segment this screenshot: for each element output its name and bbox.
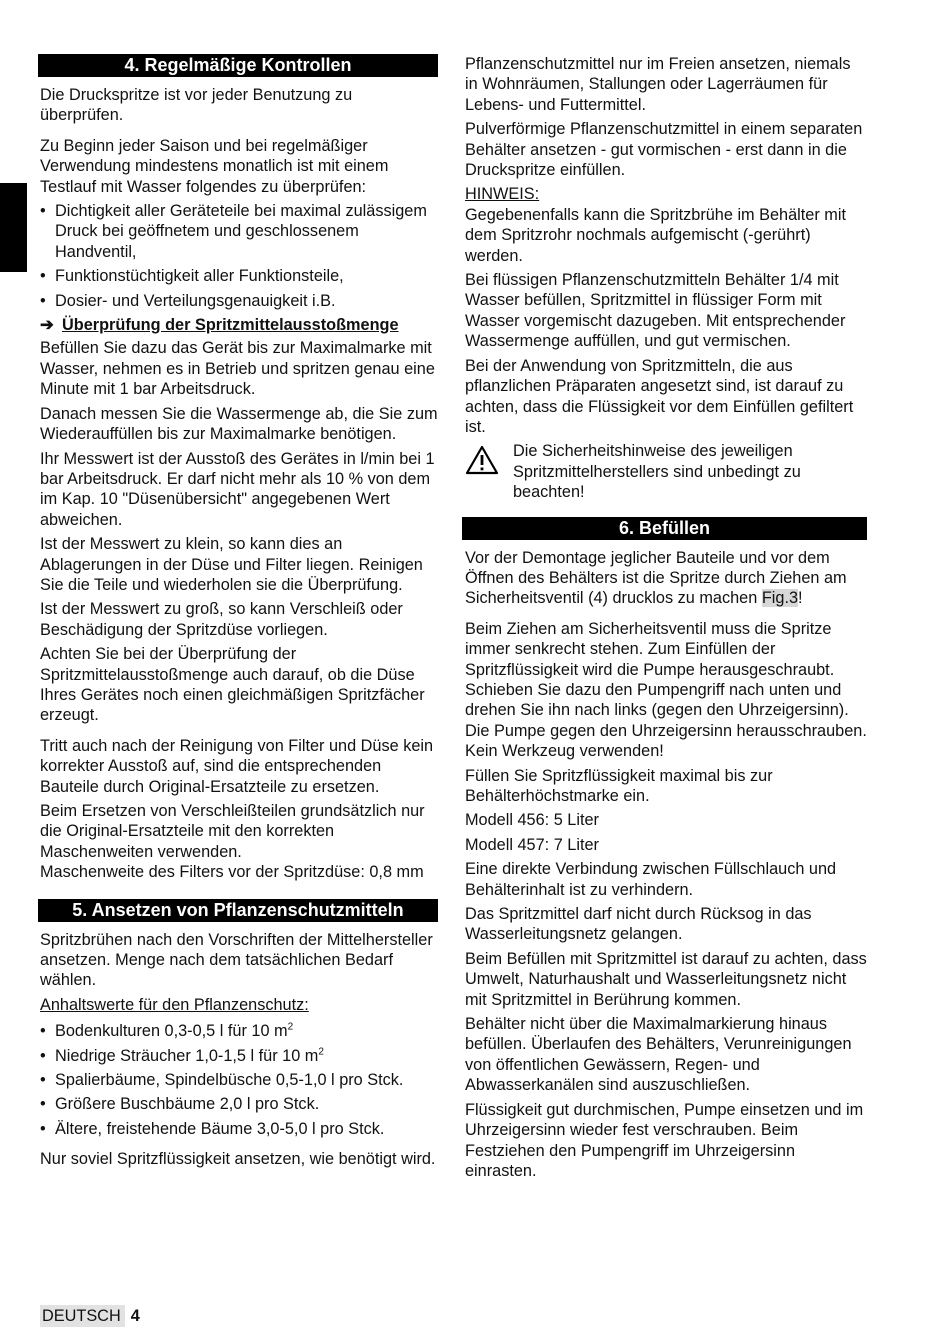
paragraph: Maschenweite des Filters vor der Spritzdüse: 0,8 mm bbox=[40, 863, 424, 882]
section-5-heading: 5. Ansetzen von Pflanzenschutzmitteln bbox=[38, 899, 438, 922]
bullet-icon: • bbox=[40, 1046, 46, 1065]
paragraph: Behälter nicht über die Maximalmarkierung hinaus befüllen. Überlaufen des Behälters, Verunreinigungen von öffentlichen Gewässern, Regen- und Abwasserkanälen sind auszuschließen. bbox=[465, 1015, 852, 1095]
list-item: • Spalierbäume, Spindelbüsche 0,5-1,0 l pro Stck. bbox=[40, 1071, 404, 1090]
paragraph: Ist der Messwert zu klein, so kann dies an Ablagerungen in der Düse und Filter liegen. Reinigen Sie die Teile und wiederholen sie die Überprüfung. bbox=[40, 535, 423, 594]
bullet-icon: • bbox=[40, 291, 46, 310]
paragraph: Ist der Messwert zu groß, so kann Verschleiß oder Beschädigung der Spritzdüse vorliegen. bbox=[40, 600, 403, 639]
check-list bbox=[40, 201, 438, 311]
paragraph: Bei der Anwendung von Spritzmitteln, die aus pflanzlichen Präparaten angesetzt sind, ist darauf zu achten, dass die Flüssigkeit vor dem Einfüllen gefiltert ist. bbox=[465, 356, 854, 436]
paragraph: Befüllen Sie dazu das Gerät bis zur Maximalmarke mit Wasser, nehmen es in Betrieb und spritzen genau eine Minute mit 1 bar Arbeitsdruck. bbox=[40, 339, 435, 399]
paragraph: Ihr Messwert ist der Ausstoß des Gerätes in l/min bei 1 bar Arbeitsdruck. Er darf nicht mehr als 10 % von dem im Kap. 10 "Düsenübersicht" angegebenen Wert abweichen. bbox=[40, 449, 435, 529]
subheading-label: Überprüfung der Spritzmittelausstoßmenge bbox=[62, 316, 399, 335]
paragraph: Beim Befüllen mit Spritzmittel ist darauf zu achten, dass Umwelt, Naturhaushalt und Wasserleitungsnetz nicht mit Spritzmittel in Berührung kommen. bbox=[465, 949, 867, 1009]
sub-heading: Anhaltswerte für den Pflanzenschutz: bbox=[40, 995, 309, 1014]
paragraph: Beim Ziehen am Sicherheitsventil muss die Spritze immer senkrecht stehen. Zum Einfüllen der Spritzflüssigkeit wird die Pumpe herausgeschraubt. Schieben Sie dazu den Pumpengriff nach unten und drehen Sie ihn nach links (gegen den Uhrzeigersinn). Die Pumpe gegen den Uhrzeigersinn herausschrauben. Kein Werkzeug verwenden! bbox=[465, 619, 867, 761]
paragraph: Danach messen Sie die Wassermenge ab, die Sie zum Wiederauffüllen bis zur Maximalmarke benötigen. bbox=[40, 404, 438, 444]
page-footer bbox=[40, 1305, 140, 1327]
paragraph: Modell 456: 5 Liter bbox=[465, 811, 599, 830]
list-item: • Niedrige Sträucher 1,0-1,5 l für 10 $m^2$ bbox=[40, 1046, 324, 1065]
paragraph: Pulverförmige Pflanzenschutzmittel in einem separaten Behälter ansetzen - gut vormischen - erst dann in die Druckspritze einfüllen. bbox=[465, 120, 863, 180]
bullet-icon: • bbox=[40, 1071, 46, 1090]
paragraph: Flüssigkeit gut durchmischen, Pumpe einsetzen und im Uhrzeigersinn wieder fest verschrauben. Beim Festziehen den Pumpengriff im Uhrzeigersinn einrasten. bbox=[465, 1100, 864, 1180]
list-item: • Bodenkulturen 0,3-0,5 l für 10 $m^2$ bbox=[40, 1021, 294, 1041]
list-item: • Funktionstüchtigkeit aller Funktionsteile, bbox=[40, 267, 344, 286]
paragraph: Gegebenenfalls kann die Spritzbrühe im Behälter mit dem Spritzrohr nochmals aufgemischt (-gerührt) werden. bbox=[465, 205, 847, 265]
paragraph: Die Druckspritze ist vor jeder Benutzung zu überprüfen. bbox=[40, 86, 353, 125]
list-item: • Größere Buschbäume 2,0 l pro Stck. bbox=[40, 1095, 320, 1114]
bullet-icon: • bbox=[40, 267, 46, 286]
paragraph: Bei flüssigen Pflanzenschutzmitteln Behälter 1/4 mit Wasser befüllen, Spritzmittel in flüssiger Form mit Wasser vorgemischt dazugeben. Mit entsprechender Wassermenge auffüllen, und gut vermischen. bbox=[465, 271, 846, 351]
warning-triangle-icon bbox=[465, 441, 513, 480]
page-number: 4 bbox=[130, 1307, 140, 1325]
paragraph: Tritt auch nach der Reinigung von Filter und Düse kein korrekter Ausstoß auf, sind die entsprechenden Bauteile durch Original-Ersatzteile zu ersetzen. bbox=[40, 736, 434, 796]
paragraph: Pflanzenschutzmittel nur im Freien ansetzen, niemals in Wohnräumen, Stallungen oder Lagerräumen für Lebens- und Futtermittel. bbox=[465, 55, 851, 114]
paragraph: Spritzbrühen nach den Vorschriften der Mittelhersteller ansetzen. Menge nach dem tatsächlichen Bedarf wählen. bbox=[40, 930, 433, 990]
paragraph: Vor der Demontage jeglicher Bauteile und vor dem Öffnen des Behälters ist die Spritze durch Ziehen am Sicherheitsventil (4) drucklos zu machen Fig.3! bbox=[465, 548, 847, 608]
paragraph: Das Spritzmittel darf nicht durch Rücksog in das Wasserleitungsnetz gelangen. bbox=[465, 905, 812, 944]
dosage-list bbox=[40, 1021, 438, 1139]
language-tab-marker bbox=[0, 183, 27, 272]
bullet-icon: • bbox=[40, 1022, 46, 1041]
bullet-icon: • bbox=[40, 202, 46, 221]
list-item: • Dosier- und Verteilungsgenauigkeit i.B. bbox=[40, 291, 336, 310]
paragraph: Nur soviel Spritzflüssigkeit ansetzen, wie benötigt wird. bbox=[40, 1150, 436, 1169]
warning-box bbox=[465, 441, 867, 502]
bullet-icon: • bbox=[40, 1119, 46, 1138]
paragraph: Zu Beginn jeder Saison und bei regelmäßiger Verwendung mindestens monatlich ist mit einem Testlauf mit Wasser folgendes zu überprüfen: bbox=[40, 136, 389, 196]
paragraph: Modell 457: 7 Liter bbox=[465, 835, 599, 854]
subheading-arrow bbox=[40, 315, 438, 335]
paragraph: Beim Ersetzen von Verschleißteilen grundsätzlich nur die Original-Ersatzteile mit den korrekten Maschenweiten verwenden. bbox=[40, 802, 425, 861]
section-6-heading: 6. Befüllen bbox=[462, 517, 867, 540]
section-4-heading: 4. Regelmäßige Kontrollen bbox=[38, 54, 438, 77]
paragraph: Eine direkte Verbindung zwischen Füllschlauch und Behälterinhalt ist zu verhindern. bbox=[465, 860, 837, 899]
left-column bbox=[40, 54, 438, 1174]
right-column bbox=[465, 54, 867, 1185]
note-label: HINWEIS: bbox=[465, 185, 540, 204]
list-item: • Dichtigkeit aller Geräteteile bei maximal zulässigem Druck bei geöffnetem und geschlossenem Handventil, bbox=[40, 202, 427, 261]
warning-text: Die Sicherheitshinweise des jeweiligen Spritzmittelherstellers sind unbedingt zu beachten! bbox=[513, 442, 801, 502]
figure-reference: Fig.3 bbox=[761, 589, 799, 608]
footer-language: DEUTSCH bbox=[40, 1305, 125, 1327]
paragraph: Füllen Sie Spritzflüssigkeit maximal bis zur Behälterhöchstmarke ein. bbox=[465, 766, 773, 805]
list-item: • Ältere, freistehende Bäume 3,0-5,0 l pro Stck. bbox=[40, 1119, 385, 1138]
paragraph: Achten Sie bei der Überprüfung der Spritzmittelausstoßmenge auch darauf, ob die Düse Ihres Gerätes noch einen gleichmäßigen Spritzfächer erzeugt. bbox=[40, 645, 425, 725]
arrow-right-icon: ➔ bbox=[40, 316, 54, 335]
bullet-icon: • bbox=[40, 1095, 46, 1114]
